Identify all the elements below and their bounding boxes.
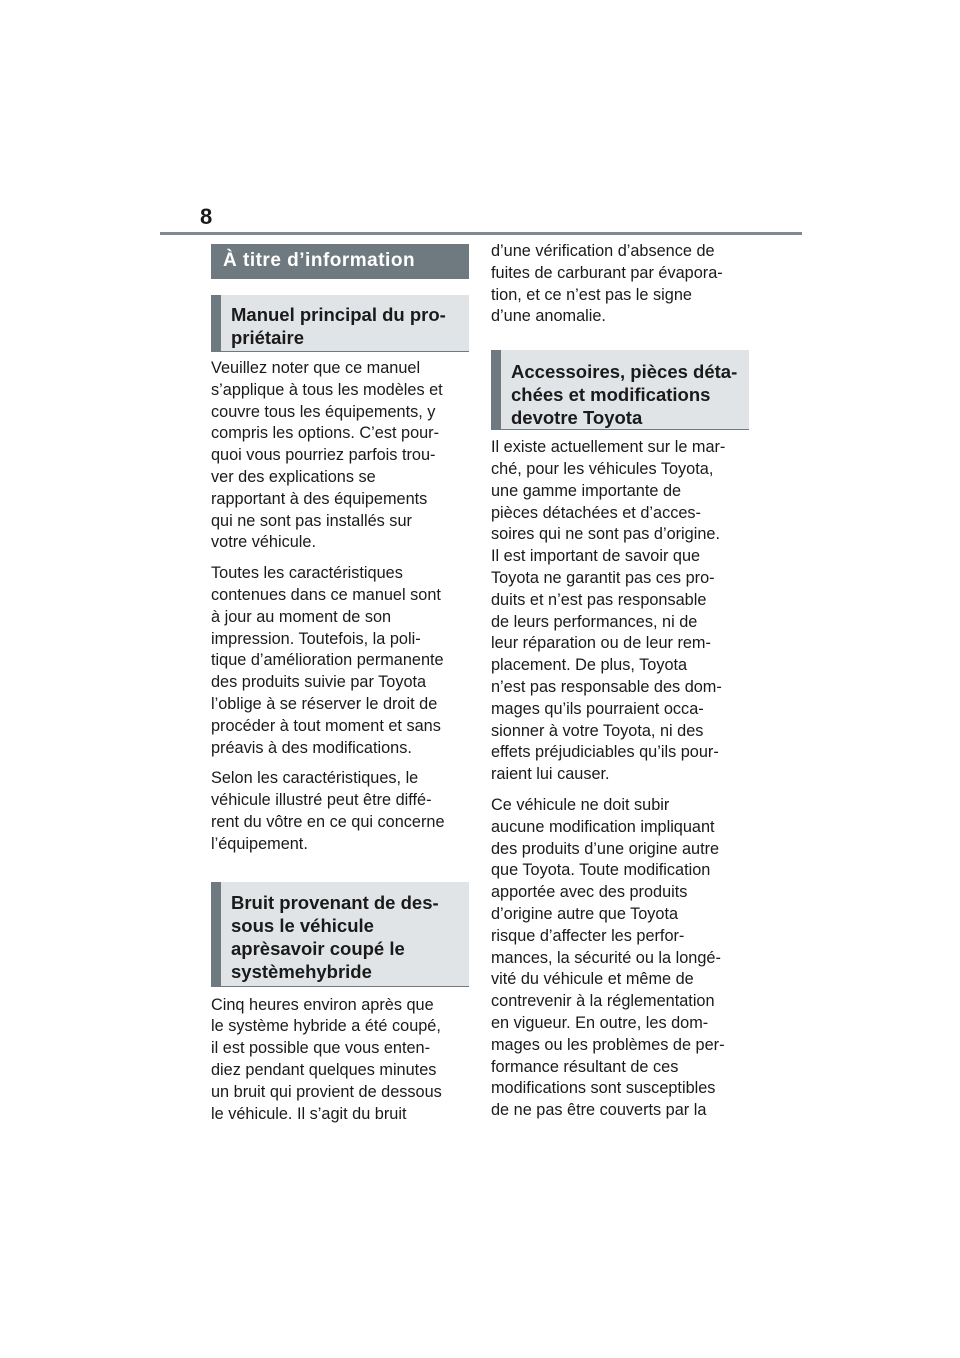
text-line: Il existe actuellement sur le mar- <box>491 438 726 457</box>
text-line: le véhicule. Il s’agit du bruit <box>211 1104 407 1123</box>
text-line: il est possible que vous enten- <box>211 1039 431 1058</box>
text-line: Selon les caractéristiques, le <box>211 769 419 788</box>
text-line: soires qui ne sont pas d’origine. <box>491 525 720 544</box>
text-line: Cinq heures environ après que <box>211 995 434 1014</box>
text-line: raient lui causer. <box>491 765 610 784</box>
text-line: modifications sont susceptibles <box>491 1079 716 1098</box>
text-line: tion, et ce n’est pas le signe <box>491 285 692 304</box>
text-line: quoi vous pourriez parfois trou- <box>211 446 436 465</box>
text-line: d’origine autre que Toyota <box>491 904 679 923</box>
text-line: procéder à tout moment et sans <box>211 716 441 735</box>
text-line: véhicule illustré peut être diffé- <box>211 791 432 810</box>
text-line: d’une vérification d’absence de <box>491 242 715 260</box>
text-line: mages ou les problèmes de per- <box>491 1035 725 1054</box>
text-line: préavis à des modifications. <box>211 738 412 757</box>
text-line: contrevenir à la réglementation <box>491 992 715 1011</box>
text-line: Manuel principal du pro- <box>231 304 446 325</box>
text-line: votre véhicule. <box>211 533 316 552</box>
text-line: rent du vôtre en ce qui concerne <box>211 812 445 831</box>
paragraph-noise <box>211 995 469 1126</box>
text-line: qui ne sont pas installés sur <box>211 511 412 530</box>
text-line: s’applique à tous les modèles et <box>211 380 443 399</box>
heading-owners-manual <box>211 295 469 352</box>
header-rule <box>160 232 802 235</box>
paragraph-modifications <box>491 795 749 1122</box>
paragraph-manual-illustration <box>211 768 469 855</box>
section-title: À titre d’information <box>211 244 469 279</box>
heading-noise-after-shutdown <box>211 882 469 987</box>
text-line: l’équipement. <box>211 834 308 853</box>
text-line: ché, pour les véhicules Toyota, <box>491 459 714 478</box>
text-line: que Toyota. Toute modification <box>491 861 711 880</box>
text-line: une gamme importante de <box>491 481 682 500</box>
text-line: mances, la sécurité ou la longé- <box>491 948 721 967</box>
text-line: Toyota ne garantit pas ces pro- <box>491 568 715 587</box>
left-column <box>211 244 469 1125</box>
text-line: couvre tous les équipements, y <box>211 402 436 421</box>
text-line: placement. De plus, Toyota <box>491 656 688 675</box>
paragraph-manual-scope <box>211 358 469 554</box>
text-line: fuites de carburant par évapora- <box>491 263 723 282</box>
text-line: mages qu’ils pourraient occa- <box>491 699 704 718</box>
text-line: diez pendant quelques minutes <box>211 1060 437 1079</box>
right-column <box>491 244 749 1122</box>
text-line: risque d’affecter les perfor- <box>491 926 685 945</box>
text-line: votre Toyota <box>532 407 643 429</box>
text-line: Toutes les caractéristiques <box>211 564 403 583</box>
text-line: apportée avec des produits <box>491 883 688 902</box>
text-line: de ne pas être couverts par la <box>491 1101 707 1120</box>
text-line: pièces détachées et d’acces- <box>491 503 701 522</box>
text-line: sous le véhicule après <box>231 914 374 959</box>
text-line: hybride <box>305 960 372 982</box>
text-line: sionner à votre Toyota, ni des <box>491 721 704 740</box>
text-line: un bruit qui provient de dessous <box>211 1082 442 1101</box>
text-line: aucune modification impliquant <box>491 817 715 836</box>
text-line: vité du véhicule et même de <box>491 970 694 989</box>
heading-accessories <box>491 350 749 430</box>
text-line: contenues dans ce manuel sont <box>211 585 441 604</box>
text-line: duits et n’est pas responsable <box>491 590 707 609</box>
text-line: Bruit provenant de des- <box>231 891 439 913</box>
text-line: à jour au moment de son <box>211 607 392 626</box>
paragraph-noise-continued <box>491 241 749 328</box>
text-line: en vigueur. En outre, les dom- <box>491 1013 709 1032</box>
page-number: 8 <box>200 204 213 229</box>
text-line: d’une anomalie. <box>491 307 606 326</box>
text-line: rapportant à des équipements <box>211 489 428 508</box>
text-line: avoir coupé le système <box>231 937 405 982</box>
text-line: impression. Toutefois, la poli- <box>211 629 421 648</box>
text-line: n’est pas responsable des dom- <box>491 677 722 696</box>
text-line: effets préjudiciables qu’ils pour- <box>491 743 719 762</box>
text-line: Ce véhicule ne doit subir <box>491 795 670 814</box>
text-line: formance résultant de ces <box>491 1057 679 1076</box>
text-line: ver des explications se <box>211 467 376 486</box>
text-line: Il est important de savoir que <box>491 547 701 566</box>
text-line: priétaire <box>231 327 305 348</box>
text-line: de leurs performances, ni de <box>491 612 698 631</box>
paragraph-accessories-market <box>491 437 749 786</box>
text-line: compris les options. C’est pour- <box>211 424 440 443</box>
text-line: Accessoires, pièces déta- <box>511 361 738 383</box>
text-line: tique d’amélioration permanente <box>211 651 444 670</box>
text-line: Veuillez noter que ce manuel <box>211 359 421 377</box>
text-line: chées et modifications de <box>511 384 711 429</box>
paragraph-manual-specs <box>211 563 469 759</box>
text-line: des produits d’une origine autre <box>491 839 720 858</box>
text-line: le système hybride a été coupé, <box>211 1017 441 1036</box>
text-line: leur réparation ou de leur rem- <box>491 634 711 653</box>
text-line: des produits suivie par Toyota <box>211 673 427 692</box>
text-line: l’oblige à se réserver le droit de <box>211 694 438 713</box>
